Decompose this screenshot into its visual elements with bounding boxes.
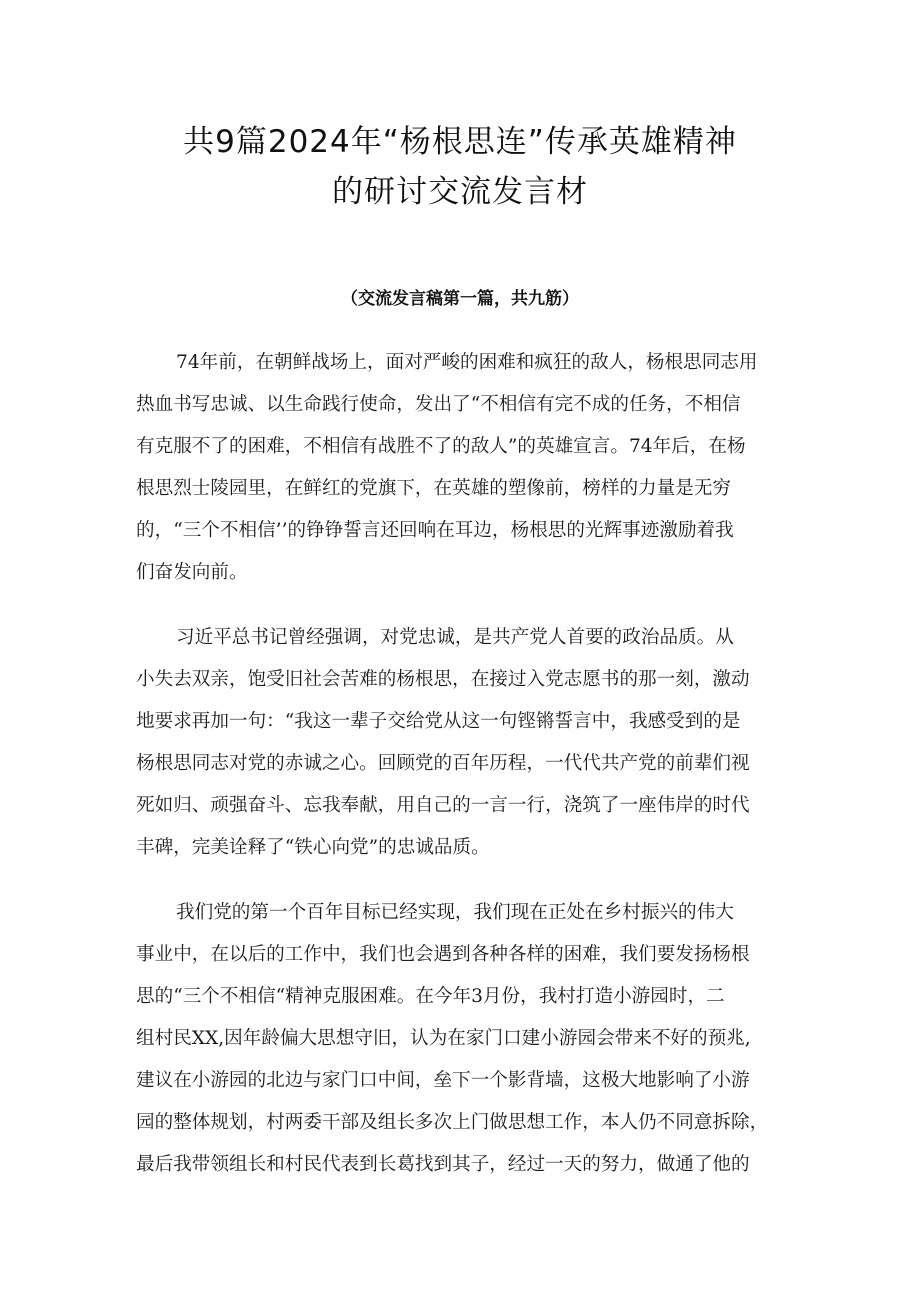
- paragraph-line: 74年前，在朝鲜战场上，面对严峻的困难和疯狂的敌人，杨根思同志用: [176, 352, 758, 373]
- paragraph-line: 死如归、顽强奋斗、忘我奉献，用自己的一言一行，浇筑了一座伟岸的时代: [136, 795, 750, 816]
- document-title-line-2: 的研讨交流发言材: [332, 174, 588, 210]
- paragraph-line: 园的整体规划，村两委干部及组长多次上门做思想工作，本人仍不同意拆除，: [136, 1112, 769, 1133]
- paragraph-3: [136, 892, 796, 1186]
- paragraph-line: 热血书写忠诚、以生命践行使命，发出了“不相信有完不成的任务，不相信: [136, 394, 741, 415]
- paragraph-line: 有克服不了的困难，不相信有战胜不了的敌人”的英雄宣言。74年后，在杨: [136, 436, 746, 457]
- paragraph-line: 小失去双亲，饱受旧社会苦难的杨根思，在接过入党志愿书的那一刻，激动: [136, 669, 750, 690]
- paragraph-line: 根思烈士陵园里，在鲜红的党旗下，在英雄的塑像前，榜样的力量是无穷: [136, 478, 732, 499]
- paragraph-line: 我们党的第一个百年目标已经实现，我们现在正处在乡村振兴的伟大: [176, 902, 734, 923]
- paragraph-line: 最后我带领组长和村民代表到长葛找到其子，经过一天的努力，做通了他的: [136, 1154, 750, 1175]
- document-subtitle: （交流发言稿第一篇，共九筋）: [341, 289, 579, 309]
- paragraph-1: [136, 342, 796, 594]
- paragraph-line: 丰碑，完美诠释了“铁心向党”的忠诚品质。: [136, 837, 490, 858]
- paragraph-line: 习近平总书记曾经强调，对党忠诚，是共产党人首要的政治品质。从: [176, 627, 734, 648]
- paragraph-line: 组村民XX,因年龄偏大思想守旧，认为在家门口建小游园会带来不好的预兆,: [136, 1028, 751, 1049]
- paragraph-line: 建议在小游园的北边与家门口中间，垒下一个影背墙，这极大地影响了小游: [136, 1070, 750, 1091]
- paragraph-line: 地要求再加一句：“我这一辈子交给党从这一句铿锵誓言中，我感受到的是: [136, 711, 741, 732]
- paragraph-2: [136, 617, 796, 869]
- paragraph-line: 思的“三个不相信“精神克服困难。在今年3月份，我村打造小游园时，二: [136, 986, 725, 1007]
- paragraph-line: 事业中，在以后的工作中，我们也会遇到各种各样的困难，我们要发扬杨根: [136, 944, 750, 965]
- paragraph-line: 杨根思同志对党的赤诚之心。回顾党的百年历程，一代代共产党的前辈们视: [136, 753, 750, 774]
- document-title-line-1: 共9篇2024年“杨根思连”传承英雄精神: [183, 124, 737, 160]
- paragraph-line: 的，“三个不相信’’的铮铮誓言还回响在耳边，杨根思的光辉事迹激励着我: [136, 520, 734, 541]
- paragraph-line: 们奋发向前。: [136, 562, 248, 583]
